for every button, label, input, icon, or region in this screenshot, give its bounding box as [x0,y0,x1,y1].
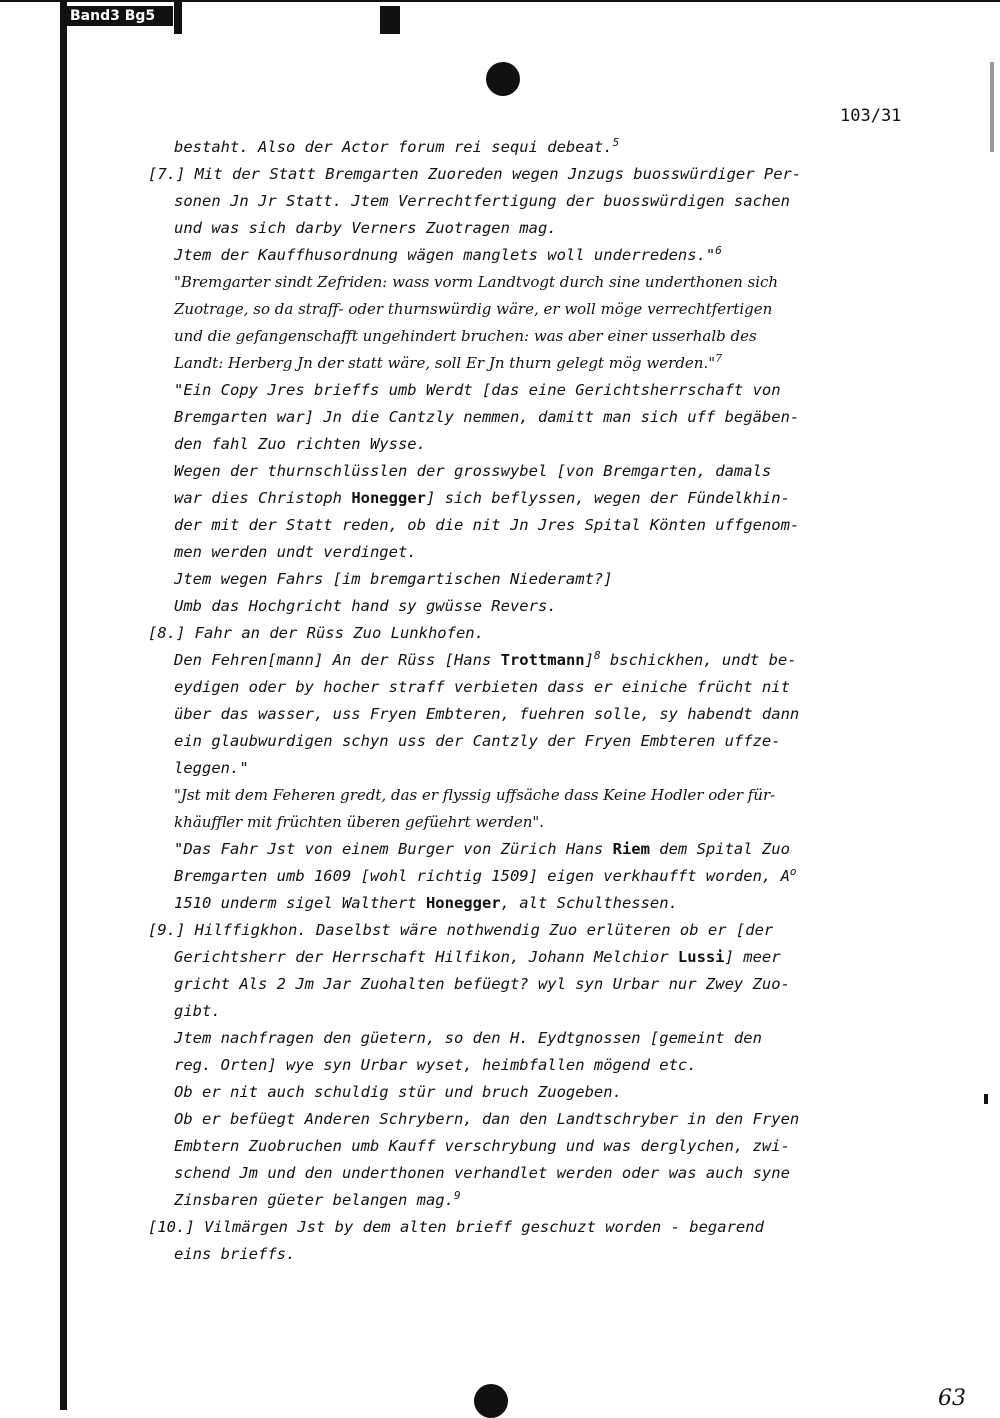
text-line: Jtem nachfragen den güetern, so den H. Eydtgnossen [gemeint den [174,1029,762,1047]
text-line: [10.] Vilmärgen Jst by dem alten brieff geschuzt worden - begarend [148,1218,764,1236]
text-line: leggen." [174,759,249,777]
text-line: eins brieffs. [174,1245,296,1263]
footnote-ref: 6 [715,243,722,257]
person-name: Honegger [425,894,501,912]
text-line: schend Jm und den underthonen verhandlet werden oder was auch syne [174,1164,790,1182]
text-line: der mit der Statt reden, ob die nit Jn Jres Spital Könten uffgenom- [174,516,800,534]
person-name: Lussi [677,948,725,966]
text-line: [9.] Hilffigkhon. Daselbst wäre nothwendig Zuo erlüteren ob er [der [148,921,774,939]
archive-label: Band3 Bg5 [66,6,173,26]
footnote-ref: 7 [715,352,723,365]
page-number: 103/31 [840,106,902,126]
text-line: [7.] Mit der Statt Bremgarten Zuoreden wegen Jnzugs buosswürdiger Per- [148,165,802,183]
scan-marker-block [380,6,400,34]
text-line: [8.] Fahr an der Rüss Zuo Lunkhofen. [148,624,484,642]
text-line: und was sich darby Verners Zuotragen mag. [174,219,557,237]
text-line: Bremgarten war] Jn die Cantzly nemmen, damitt man sich uff begäben- [174,408,800,426]
text-line: ein glaubwurdigen schyn uss der Cantzly der Fryen Embteren uffze- [174,732,781,750]
footnote-ref: 9 [453,1188,461,1202]
text-line: Embtern Zuobruchen umb Kauff verschrybung und was derglychen, zwi- [174,1137,790,1155]
text-line: eydigen oder by hocher straff verbieten dass er einiche frücht nit [174,678,790,696]
text-line: war dies Christoph Honegger] sich beflyssen, wegen der Fündelkhin- [174,489,790,507]
handwritten-page-number: 63 [938,1386,966,1411]
text-line: Jtem wegen Fahrs [im bremgartischen Niederamt?] [174,570,613,588]
person-name: Honegger [351,489,426,507]
text-line: Jtem der Kauffhusordnung wägen manglets woll underredens."$^6$ [174,243,722,264]
handwritten-line: "Bremgarter sindt Zefriden: wass vorm Landtvogt durch sine underthonen sich [174,273,779,291]
text-line: reg. Orten] wye syn Urbar wyset, heimbfallen mögend etc. [174,1056,697,1074]
text-line: "Ein Copy Jres brieffs umb Werdt [das eine Gerichtsherrschaft von [174,381,781,399]
footnote-ref: 5 [612,135,620,149]
text-line: Bremgarten umb 1609 [wohl richtig 1509] eigen verkhaufft worden, $A^o$ [174,864,797,885]
text-line: den fahl Zuo richten Wysse. [174,435,426,453]
footnote-ref: 8 [593,648,601,662]
text-line: Ob er befüegt Anderen Schrybern, dan den Landtschryber in den Fryen [174,1110,800,1128]
handwritten-line: Landt: Herberg Jn der statt wäre, soll Er Jn thurn gelegt mög werden."$^7$ [174,352,723,372]
text-line: sonen Jn Jr Statt. Jtem Verrechtfertigung der buosswürdigen sachen [174,192,790,210]
person-name: Riem [612,840,650,858]
scan-left-border [60,0,67,1410]
text-line: bestaht. Also der Actor forum rei sequi debeat.$^5$ [174,135,620,156]
punch-hole-bottom [474,1384,508,1418]
text-line: 1510 underm sigel Walthert Honegger, alt Schulthessen. [174,894,678,912]
anno-superscript: o [789,864,797,878]
document-body [148,134,918,1268]
text-line: "Das Fahr Jst von einem Burger von Zürich Hans Riem dem Spital Zuo [174,840,790,858]
handwritten-line: Zuotrage, so da straff- oder thurnswürdig wäre, er woll möge verrechtfertigen [174,300,773,318]
text-line: Wegen der thurnschlüsslen der grosswybel [von Bremgarten, damals [174,462,772,480]
scan-top-edge [0,0,1000,2]
text-line: Den Fehren[mann] An der Rüss [Hans Trottmann]$^8$ bschickhen, undt be- [174,648,797,669]
punch-hole-top [486,62,520,96]
text-line: Gerichtsherr der Herrschaft Hilfikon, Johann Melchior Lussi] meer [174,948,781,966]
text-line: über das wasser, uss Fryen Embteren, fuehren solle, sy habendt dann [174,705,800,723]
handwritten-line: "Jst mit dem Feheren gredt, das er flyssig uffsäche dass Keine Hodler oder für- [174,786,776,804]
text-line: Umb das Hochgricht hand sy gwüsse Revers. [174,597,557,615]
handwritten-line: khäuffler mit früchten überen gefüehrt werden". [174,813,545,831]
person-name: Trottmann [500,651,585,669]
handwritten-line: und die gefangenschafft ungehindert bruchen: was aber einer usserhalb des [174,327,757,345]
scan-edge-mark [984,1094,988,1104]
scan-edge-noise [990,62,994,152]
text-line: men werden undt verdinget. [174,543,417,561]
text-line: gricht Als 2 Jm Jar Zuohalten befüegt? wyl syn Urbar nur Zwey Zuo- [174,975,790,993]
text-line: Ob er nit auch schuldig stür und bruch Zuogeben. [174,1083,622,1101]
scan-marker-bar [174,0,182,34]
text-line: gibt. [174,1002,221,1020]
text-line: Zinsbaren güeter belangen mag.$^9$ [174,1188,461,1209]
